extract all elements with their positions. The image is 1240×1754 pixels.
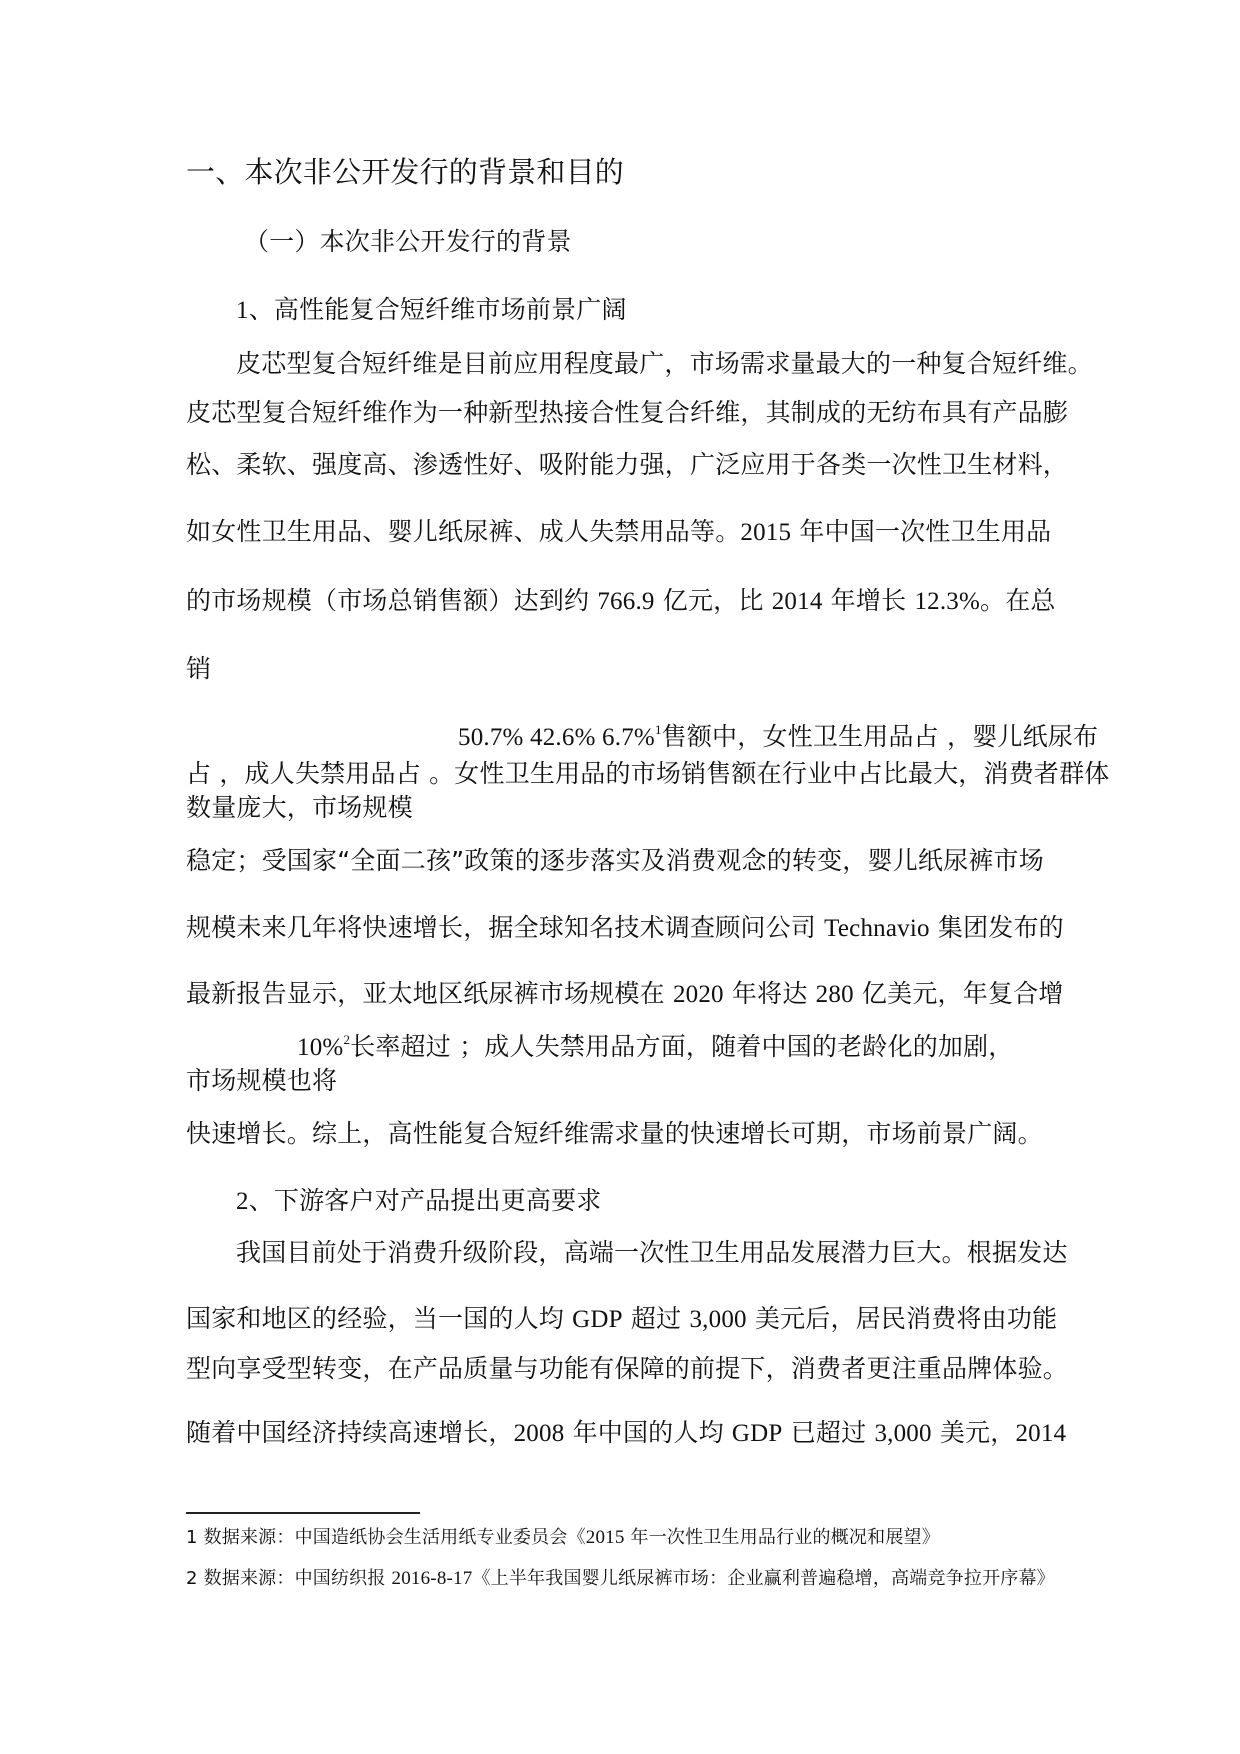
text-run: 亿美元，年复合增 xyxy=(853,979,1064,1008)
number-run: 10% xyxy=(297,1034,344,1061)
text-run: 集团发布的 xyxy=(929,913,1064,942)
number-run: 3,000 xyxy=(874,1420,932,1447)
text-run-latin: GDP xyxy=(731,1420,783,1447)
paragraph-line: 快速增长。综上，高性能复合短纤维需求量的快速增长可期，市场前景广阔。 xyxy=(186,1119,1043,1148)
footnote-ref-2: 2 xyxy=(343,1032,351,1047)
text-run: 随着中国经济持续高速增长， xyxy=(186,1418,514,1447)
text-run: 。在总 xyxy=(980,586,1056,615)
number-run: 2015 xyxy=(740,519,792,546)
number-run: 2014 xyxy=(1015,1420,1067,1447)
text-run: 超过 xyxy=(622,1304,690,1333)
paragraph-line: 型向享受型转变，在产品质量与功能有保障的前提下，消费者更注重品牌体验。 xyxy=(186,1354,1069,1383)
paragraph-line: 我国目前处于消费升级阶段，高端一次性卫生用品发展潜力巨大。根据发达 xyxy=(236,1238,1068,1267)
number-run: 12.3% xyxy=(914,588,981,615)
paragraph-line: 皮芯型复合短纤维是目前应用程度最广，市场需求量最大的一种复合短纤维。 xyxy=(236,349,1093,378)
number-run: 2014 xyxy=(771,588,823,615)
paragraph-line xyxy=(186,1416,1066,1451)
text-run: 年一次性卫生用品行业的概况和展望》 xyxy=(624,1527,940,1548)
sub-heading: （一）本次非公开发行的背景 xyxy=(244,227,572,256)
number-run: 766.9 xyxy=(597,588,655,615)
paragraph-line xyxy=(186,977,1064,1012)
paragraph-line xyxy=(186,584,1056,619)
text-run: 数据来源：中国造纸协会生活用纸专业委员会《 xyxy=(197,1527,586,1548)
paragraph-line xyxy=(186,515,1051,550)
number-run: 2020 xyxy=(672,981,724,1008)
footnote-2 xyxy=(186,1566,1055,1592)
text-run: 年增长 xyxy=(822,586,915,615)
text-run: 美元， xyxy=(931,1418,1016,1447)
text-run: 年中国一次性卫生用品 xyxy=(791,517,1052,546)
text-run: 《上半年我国婴儿纸尿裤市场：企业赢利普遍稳增，高端竞争拉开序幕》 xyxy=(472,1568,1055,1589)
number-run: 280 xyxy=(815,981,854,1008)
paragraph-line: 稳定；受国家“全面二孩”政策的逐步落实及消费观念的转变，婴儿纸尿裤市场 xyxy=(186,846,1044,875)
paragraph-line xyxy=(297,1030,1014,1068)
text-run: 数据来源：中国纺织报 xyxy=(197,1568,392,1589)
section-1-number: 1 xyxy=(236,297,249,324)
text-run: 规模未来几年将快速增长，据全球知名技术调查顾问公司 xyxy=(186,913,825,942)
text-run-latin: GDP xyxy=(572,1306,623,1333)
section-2-title xyxy=(236,1184,602,1219)
footnote-number: 2 xyxy=(186,1568,198,1589)
text-run: 的市场规模（市场总销售额）达到约 xyxy=(186,586,598,615)
section-2-title-text: 、下游客户对产品提出更高要求 xyxy=(248,1186,602,1215)
text-run: 年中国的人均 xyxy=(564,1418,732,1447)
section-2-number: 2 xyxy=(236,1188,249,1215)
text-run-latin: Technavio xyxy=(824,915,930,942)
paragraph-line: 市场规模也将 xyxy=(186,1066,338,1095)
text-run: 国家和地区的经验，当一国的人均 xyxy=(186,1304,573,1333)
paragraph-line: 松、柔软、强度高、渗透性好、吸附能力强，广泛应用于各类一次性卫生材料， xyxy=(186,450,1069,479)
number-run: 2008 xyxy=(513,1420,565,1447)
paragraph-line xyxy=(458,720,1098,758)
text-run: 亿元，比 xyxy=(654,586,772,615)
footnote-ref-1: 1 xyxy=(654,722,662,737)
text-run: 如女性卫生用品、婴儿纸尿裤、成人失禁用品等。 xyxy=(186,517,741,546)
footnote-number: 1 xyxy=(186,1527,198,1548)
number-run: 2015 xyxy=(585,1527,625,1548)
paragraph-line: 占 ，成人失禁用品占 。女性卫生用品的市场销售额在行业中占比最大，消费者群体 xyxy=(186,759,1110,788)
footnote-1 xyxy=(186,1525,940,1551)
paragraph-line: 皮芯型复合短纤维作为一种新型热接合性复合纤维，其制成的无纺布具有产品膨 xyxy=(186,398,1069,427)
paragraph-line: 销 xyxy=(186,654,212,683)
paragraph-line xyxy=(186,1302,1057,1337)
paragraph-line: 数量庞大，市场规模 xyxy=(186,793,413,822)
text-run: 年将达 xyxy=(723,979,816,1008)
text-run: 美元后，居民消费将由功能 xyxy=(746,1304,1058,1333)
number-run: 3,000 xyxy=(689,1306,747,1333)
footnote-separator xyxy=(186,1512,420,1514)
text-run: 售额中，女性卫生用品占 ，婴儿纸尿布 xyxy=(661,722,1099,751)
paragraph-line xyxy=(186,911,1064,946)
text-run: 最新报告显示，亚太地区纸尿裤市场规模在 xyxy=(186,979,673,1008)
section-1-title-text: 、高性能复合短纤维市场前景广阔 xyxy=(248,295,627,324)
page-heading: 一、本次非公开发行的背景和目的 xyxy=(186,155,625,189)
percentages: 50.7% 42.6% 6.7% xyxy=(458,724,655,751)
section-1-title xyxy=(236,293,627,328)
text-run: 已超过 xyxy=(782,1418,875,1447)
text-run: 长率超过 ；成人失禁用品方面，随着中国的老龄化的加剧， xyxy=(350,1032,1014,1061)
number-run: 2016-8-17 xyxy=(391,1568,473,1589)
